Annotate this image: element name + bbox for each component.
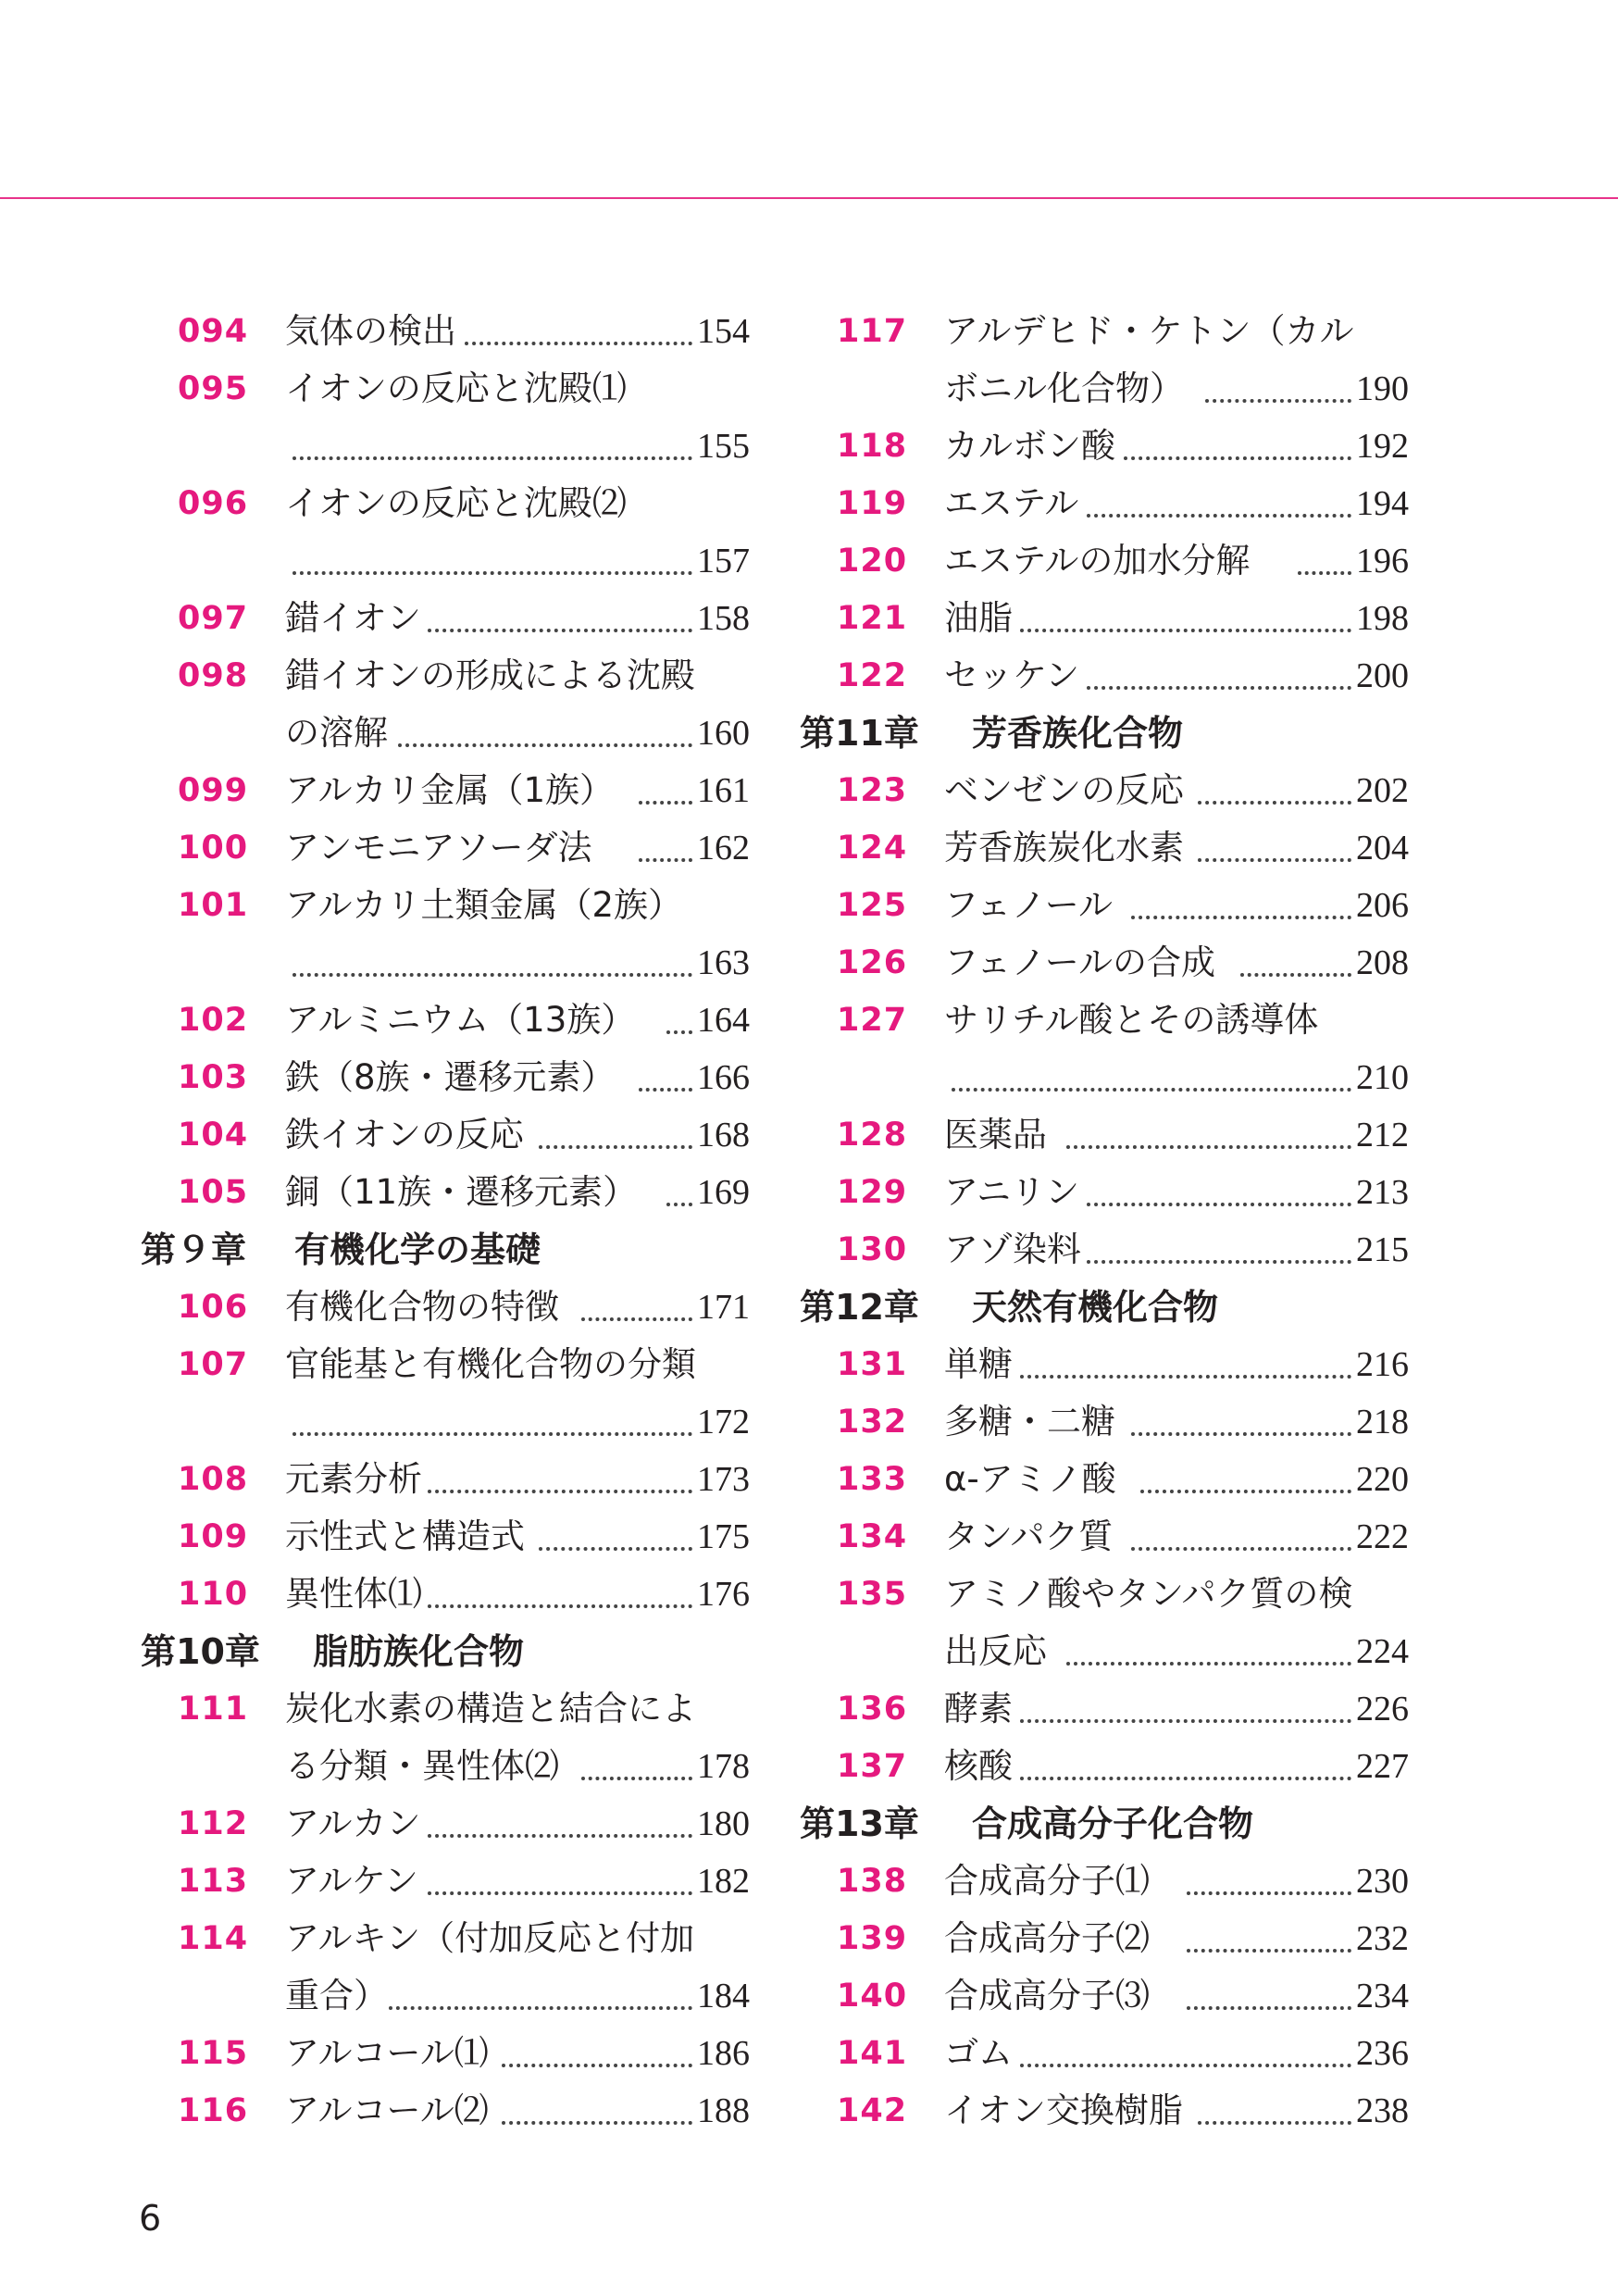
entry-title: 鉄イオンの反応 — [285, 1115, 524, 1154]
dot-leader — [1131, 1414, 1351, 1436]
dot-leader — [581, 1299, 692, 1321]
entry-title-continued: る分類・異性体⑵ — [285, 1746, 559, 1786]
dot-leader — [666, 1184, 692, 1206]
entry-title: カルボン酸 — [944, 426, 1115, 466]
toc-entry-132[interactable] — [798, 1393, 1409, 1451]
toc-entry-114-cont[interactable] — [139, 1967, 750, 2025]
dot-leader — [292, 438, 692, 460]
entry-title: 合成高分子⑶ — [944, 1976, 1150, 2015]
entry-number: 098 — [178, 657, 249, 694]
entry-page: 202 — [1356, 771, 1409, 810]
dot-leader — [1198, 840, 1351, 862]
entry-number: 124 — [837, 830, 908, 867]
toc-entry-128[interactable] — [798, 1106, 1409, 1164]
toc-entry-121[interactable] — [798, 590, 1409, 647]
toc-entry-129[interactable] — [798, 1164, 1409, 1221]
entry-title: 医薬品 — [944, 1115, 1047, 1154]
dot-leader — [1131, 1529, 1351, 1551]
dot-leader — [639, 840, 692, 862]
dot-leader — [428, 610, 692, 632]
entry-number: 097 — [178, 600, 249, 637]
entry-number: 108 — [178, 1461, 249, 1498]
toc-entry-114[interactable] — [139, 1910, 750, 1967]
entry-page: 175 — [697, 1517, 750, 1556]
entry-page: 171 — [697, 1288, 750, 1327]
entry-title-continued: の溶解 — [285, 713, 388, 753]
dot-leader — [389, 1988, 692, 2010]
dot-leader — [1020, 1356, 1351, 1379]
toc-entry-098-cont[interactable] — [139, 705, 750, 762]
toc-entry-120[interactable] — [798, 532, 1409, 590]
chapter-label: 第10章 — [141, 1631, 260, 1672]
chapter-label: 第12章 — [800, 1287, 919, 1328]
toc-entry-107[interactable] — [139, 1336, 750, 1393]
entry-title: α-アミノ酸 — [944, 1459, 1116, 1499]
entry-title: イオンの反応と沈殿⑵ — [285, 483, 627, 523]
chapter-heading-10[interactable] — [139, 1623, 750, 1680]
entry-number: 110 — [178, 1576, 249, 1613]
dot-leader — [428, 1873, 692, 1895]
entry-number: 134 — [837, 1518, 908, 1555]
chapter-title: 脂肪族化合物 — [313, 1631, 525, 1672]
entry-title: 気体の検出 — [285, 311, 456, 351]
entry-number: 122 — [837, 657, 908, 694]
entry-number: 104 — [178, 1117, 249, 1154]
entry-title: 炭化水素の構造と結合によ — [285, 1689, 696, 1728]
toc-entry-101-cont[interactable] — [139, 934, 750, 992]
entry-page: 184 — [697, 1977, 750, 2015]
toc-entry-122[interactable] — [798, 647, 1409, 705]
toc-entry-130[interactable] — [798, 1221, 1409, 1279]
entry-page: 176 — [697, 1575, 750, 1614]
dot-leader — [1020, 610, 1351, 632]
entry-title: 銅（11族・遷移元素） — [285, 1172, 638, 1212]
entry-page: 212 — [1356, 1116, 1409, 1154]
dot-leader — [1087, 1242, 1351, 1264]
entry-title: タンパク質 — [944, 1516, 1114, 1556]
toc-entry-141[interactable] — [798, 2025, 1409, 2082]
entry-title-continued: 出反応 — [944, 1631, 1047, 1671]
entry-page: 186 — [697, 2034, 750, 2073]
entry-title: 鉄（8族・遷移元素） — [285, 1057, 616, 1097]
dot-leader — [1020, 1758, 1351, 1780]
chapter-label: 第13章 — [800, 1803, 919, 1844]
toc-entry-125[interactable] — [798, 877, 1409, 934]
entry-page: 190 — [1356, 369, 1409, 408]
dot-leader — [502, 2045, 692, 2067]
entry-page: 216 — [1356, 1345, 1409, 1384]
toc-entry-098[interactable] — [139, 647, 750, 705]
dot-leader — [1087, 1184, 1351, 1206]
entry-number: 119 — [837, 485, 908, 522]
toc-entry-106[interactable] — [139, 1279, 750, 1336]
entry-number: 111 — [178, 1691, 249, 1728]
chapter-label: 第９章 — [141, 1229, 247, 1270]
entry-title: アルミニウム（13族） — [285, 1000, 636, 1040]
entry-number: 125 — [837, 887, 908, 924]
toc-entry-117-cont[interactable] — [798, 360, 1409, 418]
entry-title: アルコール⑵ — [285, 2090, 489, 2130]
dot-leader — [1087, 495, 1351, 518]
entry-title: アルケン — [285, 1861, 418, 1901]
entry-title: アルカリ金属（1族） — [285, 770, 615, 810]
toc-entry-100[interactable] — [139, 819, 750, 877]
entry-number: 139 — [837, 1920, 908, 1957]
toc-entry-136[interactable] — [798, 1680, 1409, 1738]
toc-entry-112[interactable] — [139, 1795, 750, 1853]
entry-page: 162 — [697, 829, 750, 867]
toc-entry-131[interactable] — [798, 1336, 1409, 1393]
entry-title: 芳香族炭化水素 — [944, 828, 1184, 867]
toc-entry-095-cont[interactable] — [139, 418, 750, 475]
entry-number: 132 — [837, 1404, 908, 1441]
dot-leader — [1187, 1930, 1351, 1953]
entry-title: 有機化合物の特徴 — [285, 1287, 559, 1327]
entry-number: 101 — [178, 887, 249, 924]
dot-leader — [1066, 1643, 1351, 1666]
entry-title: 多糖・二糖 — [944, 1402, 1115, 1441]
chapter-heading-13[interactable] — [798, 1795, 1409, 1853]
entry-number: 105 — [178, 1174, 249, 1211]
entry-page: 154 — [697, 312, 750, 351]
toc-entry-096[interactable] — [139, 475, 750, 532]
toc-entry-103[interactable] — [139, 1049, 750, 1106]
toc-entry-118[interactable] — [798, 418, 1409, 475]
entry-number: 123 — [837, 772, 908, 809]
dot-leader — [428, 1471, 692, 1493]
entry-number: 113 — [178, 1863, 249, 1900]
entry-title: アミノ酸やタンパク質の検 — [944, 1574, 1353, 1614]
dot-leader — [1066, 1127, 1351, 1149]
entry-number: 096 — [178, 485, 249, 522]
dot-leader — [1020, 2045, 1351, 2067]
entry-number: 112 — [178, 1805, 249, 1842]
entry-title: フェノールの合成 — [944, 942, 1216, 982]
entry-title-continued: 重合） — [285, 1976, 388, 2015]
entry-number: 130 — [837, 1231, 908, 1268]
toc-entry-107-cont[interactable] — [139, 1393, 750, 1451]
dot-leader — [428, 1586, 692, 1608]
entry-number: 107 — [178, 1346, 249, 1383]
entry-page: 232 — [1356, 1919, 1409, 1958]
toc-entry-127-cont[interactable] — [798, 1049, 1409, 1106]
entry-title: 錯イオンの形成による沈殿 — [285, 655, 695, 695]
entry-page: 220 — [1356, 1460, 1409, 1499]
entry-page: 196 — [1356, 542, 1409, 580]
dot-leader — [292, 955, 692, 977]
entry-number: 141 — [837, 2035, 908, 2072]
dot-leader — [581, 1758, 692, 1780]
entry-page: 238 — [1356, 2091, 1409, 2130]
entry-title: 合成高分子⑵ — [944, 1918, 1150, 1958]
dot-leader — [1187, 1873, 1351, 1895]
toc-entry-135[interactable] — [798, 1566, 1409, 1623]
entry-title: エステル — [944, 483, 1079, 523]
entry-page: 224 — [1356, 1632, 1409, 1671]
entry-page: 160 — [697, 714, 750, 753]
entry-page: 215 — [1356, 1230, 1409, 1269]
entry-number: 115 — [178, 2035, 249, 2072]
toc-entry-137[interactable] — [798, 1738, 1409, 1795]
entry-number: 120 — [837, 543, 908, 580]
entry-number: 100 — [178, 830, 249, 867]
entry-page: 213 — [1356, 1173, 1409, 1212]
entry-page: 218 — [1356, 1403, 1409, 1441]
page-number: 6 — [139, 2198, 162, 2239]
toc-entry-142[interactable] — [798, 2082, 1409, 2140]
entry-page: 206 — [1356, 886, 1409, 925]
toc-entry-135-cont[interactable] — [798, 1623, 1409, 1680]
entry-title: アニリン — [944, 1172, 1080, 1212]
toc-entry-113[interactable] — [139, 1853, 750, 1910]
toc-entry-105[interactable] — [139, 1164, 750, 1221]
entry-title: ベンゼンの反応 — [944, 770, 1184, 810]
dot-leader — [502, 2103, 692, 2125]
chapter-title: 芳香族化合物 — [972, 713, 1184, 754]
chapter-heading-11[interactable] — [798, 705, 1409, 762]
entry-page: 172 — [697, 1403, 750, 1441]
entry-title: 示性式と構造式 — [285, 1516, 525, 1556]
entry-page: 230 — [1356, 1862, 1409, 1901]
entry-page: 180 — [697, 1804, 750, 1843]
entry-title: アルカリ土類金属（2族） — [285, 885, 683, 925]
dot-leader — [639, 782, 692, 805]
header-rule — [0, 197, 1618, 199]
entry-number: 121 — [837, 600, 908, 637]
entry-page: 234 — [1356, 1977, 1409, 2015]
toc-entry-104[interactable] — [139, 1106, 750, 1164]
entry-number: 095 — [178, 370, 249, 407]
entry-page: 188 — [697, 2091, 750, 2130]
entry-number: 109 — [178, 1518, 249, 1555]
entry-number: 102 — [178, 1002, 249, 1039]
dot-leader — [1298, 553, 1351, 575]
entry-title: アルデヒド・ケトン（カル — [944, 311, 1354, 351]
dot-leader — [1020, 1701, 1351, 1723]
entry-page: 168 — [697, 1116, 750, 1154]
dot-leader — [1131, 897, 1351, 919]
toc-entry-094[interactable] — [139, 303, 750, 360]
entry-number: 117 — [837, 313, 908, 350]
entry-title: ゴム — [944, 2033, 1013, 2073]
entry-number: 099 — [178, 772, 249, 809]
entry-page: 166 — [697, 1058, 750, 1097]
dot-leader — [1198, 782, 1351, 805]
entry-page: 200 — [1356, 656, 1409, 695]
toc-entry-119[interactable] — [798, 475, 1409, 532]
entry-number: 142 — [837, 2092, 908, 2129]
toc-entry-134[interactable] — [798, 1508, 1409, 1566]
chapter-title: 有機化学の基礎 — [294, 1229, 541, 1270]
entry-number: 140 — [837, 1978, 908, 2015]
entry-page: 178 — [697, 1747, 750, 1786]
entry-title: 核酸 — [944, 1746, 1013, 1786]
entry-page: 173 — [697, 1460, 750, 1499]
toc-entry-095[interactable] — [139, 360, 750, 418]
chapter-heading-12[interactable] — [798, 1279, 1409, 1336]
toc-entry-124[interactable] — [798, 819, 1409, 877]
entry-title-continued: ボニル化合物） — [944, 368, 1184, 408]
entry-number: 131 — [837, 1346, 908, 1383]
toc-entry-126[interactable] — [798, 934, 1409, 992]
entry-title: アゾ染料 — [944, 1229, 1081, 1269]
entry-title: 元素分析 — [285, 1459, 422, 1499]
dot-leader — [1240, 955, 1351, 977]
entry-title: 官能基と有機化合物の分類 — [285, 1344, 696, 1384]
entry-title: 単糖 — [944, 1344, 1013, 1384]
toc-entry-116[interactable] — [139, 2082, 750, 2140]
dot-leader — [639, 1069, 692, 1092]
chapter-heading-9[interactable] — [139, 1221, 750, 1279]
entry-number: 118 — [837, 428, 908, 465]
entry-title: フェノール — [944, 885, 1114, 925]
entry-page: 210 — [1356, 1058, 1409, 1097]
entry-page: 227 — [1356, 1747, 1409, 1786]
toc-entry-140[interactable] — [798, 1967, 1409, 2025]
dot-leader — [952, 1069, 1351, 1092]
dot-leader — [398, 725, 692, 747]
toc-entry-109[interactable] — [139, 1508, 750, 1566]
entry-page: 194 — [1356, 484, 1409, 523]
toc-entry-139[interactable] — [798, 1910, 1409, 1967]
dot-leader — [292, 553, 692, 575]
entry-title: アンモニアソーダ法 — [285, 828, 592, 867]
dot-leader — [465, 323, 692, 345]
entry-page: 236 — [1356, 2034, 1409, 2073]
dot-leader — [1124, 438, 1351, 460]
entry-number: 127 — [837, 1002, 908, 1039]
chapter-title: 合成高分子化合物 — [972, 1803, 1254, 1844]
entry-number: 114 — [178, 1920, 249, 1957]
entry-number: 103 — [178, 1059, 249, 1096]
entry-title: イオンの反応と沈殿⑴ — [285, 368, 627, 408]
entry-title: 油脂 — [944, 598, 1013, 638]
entry-page: 161 — [697, 771, 750, 810]
entry-page: 155 — [697, 427, 750, 466]
entry-title: エステルの加水分解 — [944, 541, 1251, 580]
toc-entry-099[interactable] — [139, 762, 750, 819]
entry-number: 138 — [837, 1863, 908, 1900]
toc-entry-102[interactable] — [139, 992, 750, 1049]
dot-leader — [1187, 1988, 1351, 2010]
entry-title: アルカン — [285, 1803, 421, 1843]
entry-title: アルキン（付加反応と付加 — [285, 1918, 695, 1958]
entry-page: 163 — [697, 943, 750, 982]
toc-entry-138[interactable] — [798, 1853, 1409, 1910]
dot-leader — [292, 1414, 692, 1436]
toc-entry-123[interactable] — [798, 762, 1409, 819]
toc-entry-096-cont[interactable] — [139, 532, 750, 590]
entry-title: アルコール⑴ — [285, 2033, 489, 2073]
entry-page: 157 — [697, 542, 750, 580]
toc-entry-111[interactable] — [139, 1680, 750, 1738]
chapter-label: 第11章 — [800, 713, 919, 754]
toc-entry-097[interactable] — [139, 590, 750, 647]
entry-title: イオン交換樹脂 — [944, 2090, 1183, 2130]
chapter-title: 天然有機化合物 — [972, 1287, 1219, 1328]
entry-number: 126 — [837, 944, 908, 981]
entry-page: 164 — [697, 1001, 750, 1040]
dot-leader — [539, 1127, 692, 1149]
toc-entry-101[interactable] — [139, 877, 750, 934]
entry-number: 133 — [837, 1461, 908, 1498]
entry-title: 合成高分子⑴ — [944, 1861, 1150, 1901]
entry-page: 169 — [697, 1173, 750, 1212]
toc-entry-115[interactable] — [139, 2025, 750, 2082]
dot-leader — [1205, 381, 1351, 403]
entry-page: 182 — [697, 1862, 750, 1901]
entry-number: 094 — [178, 313, 249, 350]
entry-page: 192 — [1356, 427, 1409, 466]
entry-number: 137 — [837, 1748, 908, 1785]
entry-title: 錯イオン — [285, 598, 421, 638]
entry-title: セッケン — [944, 655, 1080, 695]
entry-page: 208 — [1356, 943, 1409, 982]
toc-entry-133[interactable] — [798, 1451, 1409, 1508]
entry-number: 128 — [837, 1117, 908, 1154]
dot-leader — [1198, 2103, 1351, 2125]
toc-entry-117[interactable] — [798, 303, 1409, 360]
toc-entry-111-cont[interactable] — [139, 1738, 750, 1795]
dot-leader — [666, 1012, 692, 1034]
dot-leader — [539, 1529, 692, 1551]
entry-number: 116 — [178, 2092, 249, 2129]
entry-title: 酵素 — [944, 1689, 1013, 1728]
toc-entry-108[interactable] — [139, 1451, 750, 1508]
entry-title: サリチル酸とその誘導体 — [944, 1000, 1319, 1040]
entry-number: 129 — [837, 1174, 908, 1211]
entry-title: 異性体⑴ — [285, 1574, 422, 1614]
entry-page: 222 — [1356, 1517, 1409, 1556]
toc-entry-110[interactable] — [139, 1566, 750, 1623]
entry-page: 198 — [1356, 599, 1409, 638]
entry-page: 226 — [1356, 1690, 1409, 1728]
entry-page: 204 — [1356, 829, 1409, 867]
toc-entry-127[interactable] — [798, 992, 1409, 1049]
dot-leader — [428, 1816, 692, 1838]
dot-leader — [1140, 1471, 1351, 1493]
dot-leader — [1087, 668, 1351, 690]
entry-number: 135 — [837, 1576, 908, 1613]
entry-number: 136 — [837, 1691, 908, 1728]
entry-page: 158 — [697, 599, 750, 638]
entry-number: 106 — [178, 1289, 249, 1326]
